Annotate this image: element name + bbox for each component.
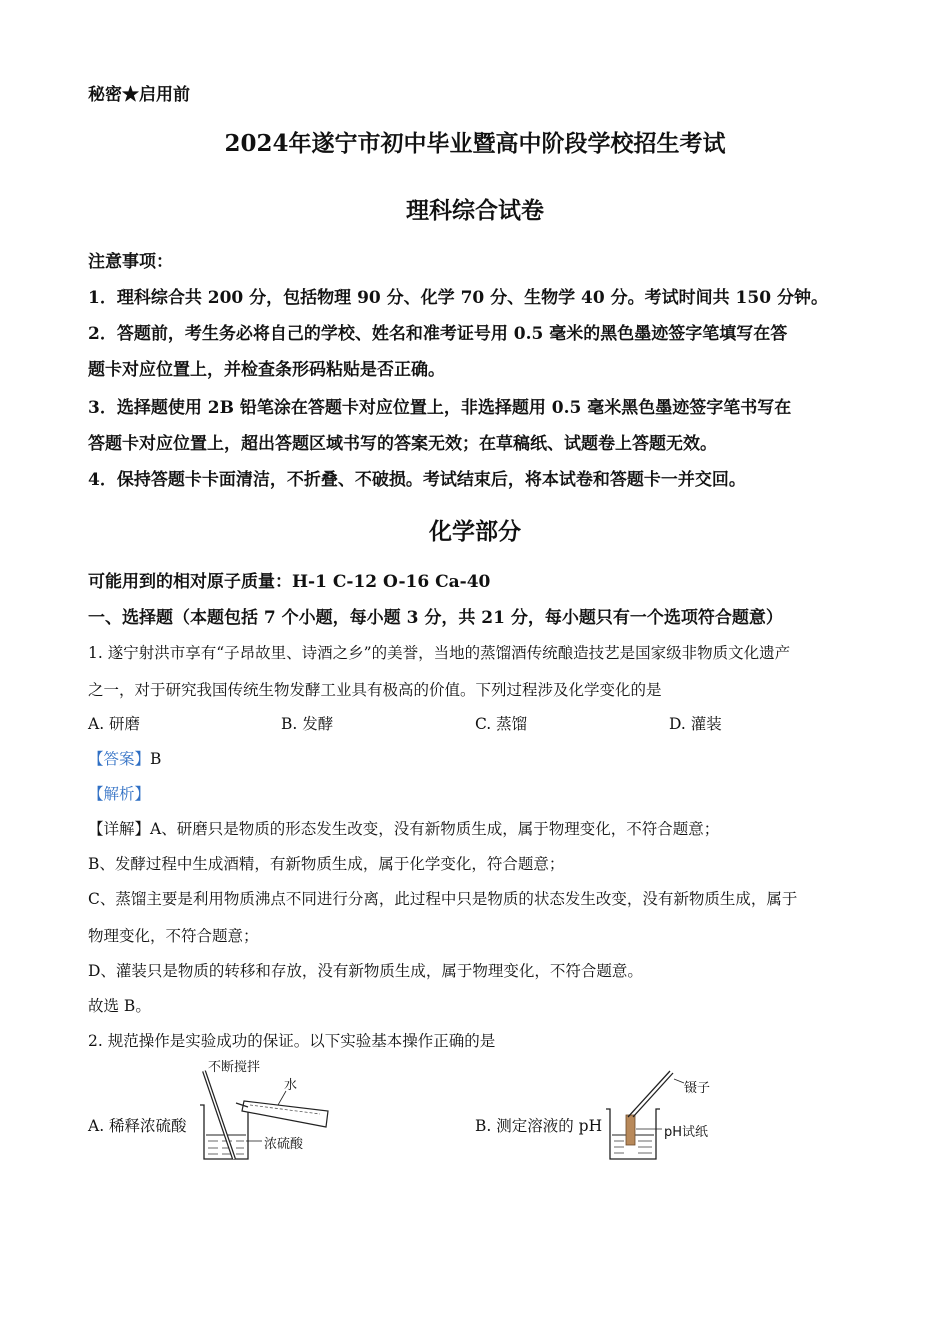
ph-test-diagram: [600, 1065, 690, 1165]
notice-item-2-line-2: 题卡对应位置上，并检查条形码粘贴是否正确。: [88, 360, 445, 380]
q1-detail-line-4: 物理变化，不符合题意；: [88, 927, 259, 945]
label-ph-paper: pH试纸: [664, 1125, 709, 1140]
label-concentrated-acid: 浓硫酸: [264, 1137, 304, 1152]
paper-subtitle: 理科综合试卷: [406, 197, 544, 224]
notice-item-1: 1．理科综合共 200 分，包括物理 90 分、化学 70 分、生物学 40 分。考试时间共 150 分钟。: [88, 288, 828, 308]
q1-option-a: A. 研磨: [88, 715, 141, 733]
answer-value: B: [150, 750, 162, 768]
notice-item-4: 4．保持答题卡卡面清洁，不折叠、不破损。考试结束后，将本试卷和答题卡一并交回。: [88, 470, 746, 490]
notice-item-3-line-2: 答题卡对应位置上，超出答题区域书写的答案无效；在草稿纸、试题卷上答题无效。: [88, 434, 717, 454]
q1-detail-line-5: D、灌装只是物质的转移和存放，没有新物质生成，属于物理变化，不符合题意。: [88, 962, 643, 980]
q2-option-a: A. 稀释浓硫酸: [88, 1117, 187, 1135]
figure-ph-test: [600, 1065, 690, 1165]
label-stir: 不断搅拌: [208, 1060, 261, 1075]
q1-conclusion: 故选 B。: [88, 997, 151, 1015]
q2-option-b: B. 测定溶液的 pH: [475, 1117, 603, 1135]
atomic-mass-line: 可能用到的相对原子质量：H-1 C-12 O-16 Ca-40: [88, 572, 491, 592]
notice-heading: 注意事项：: [88, 252, 173, 272]
notice-item-2-line-1: 2．答题前，考生务必将自己的学校、姓名和准考证号用 0.5 毫米的黑色墨迹签字笔填写在答: [88, 324, 788, 344]
q1-detail-line-2: B、发酵过程中生成酒精，有新物质生成，属于化学变化，符合题意；: [88, 855, 565, 873]
q1-option-d: D. 灌装: [669, 715, 722, 733]
analysis-tag: 【解析】: [88, 785, 151, 803]
q1-detail-line-1: 【详解】A、研磨只是物质的形态发生改变，没有新物质生成，属于物理变化，不符合题意；: [88, 820, 720, 838]
q1-stem-line-1: 1. 遂宁射洪市享有“子昂故里、诗酒之乡”的美誉，当地的蒸馏酒传统酿造技艺是国家级非物质文化遗产: [88, 644, 791, 662]
part-one-heading: 一、选择题（本题包括 7 个小题，每小题 3 分，共 21 分，每小题只有一个选项符合题意）: [88, 608, 783, 628]
secret-label: 秘密★启用前: [88, 85, 190, 105]
notice-item-3-line-1: 3．选择题使用 2B 铅笔涂在答题卡对应位置上，非选择题用 0.5 毫米黑色墨迹签字笔书写在: [88, 398, 792, 418]
section-title: 化学部分: [429, 518, 521, 545]
q1-answer-line: [88, 747, 161, 769]
label-water: 水: [284, 1078, 298, 1093]
q1-detail-line-3: C、蒸馏主要是利用物质沸点不同进行分离，此过程中只是物质的状态发生改变，没有新物质生成，属于: [88, 890, 798, 908]
q2-stem: 2. 规范操作是实验成功的保证。以下实验基本操作正确的是: [88, 1032, 496, 1050]
pouring-cylinder: [242, 1101, 328, 1127]
q1-stem-line-2: 之一，对于研究我国传统生物发酵工业具有极高的价值。下列过程涉及化学变化的是: [88, 681, 662, 699]
q1-option-b: B. 发酵: [281, 715, 334, 733]
tweezers: [628, 1071, 670, 1117]
q1-option-c: C. 蒸馏: [475, 715, 528, 733]
exam-title: 2024年遂宁市初中毕业暨高中阶段学校招生考试: [224, 130, 726, 157]
ph-paper: [626, 1115, 635, 1145]
label-tweezers: 镊子: [684, 1081, 711, 1096]
answer-tag: 【答案】: [88, 750, 151, 768]
